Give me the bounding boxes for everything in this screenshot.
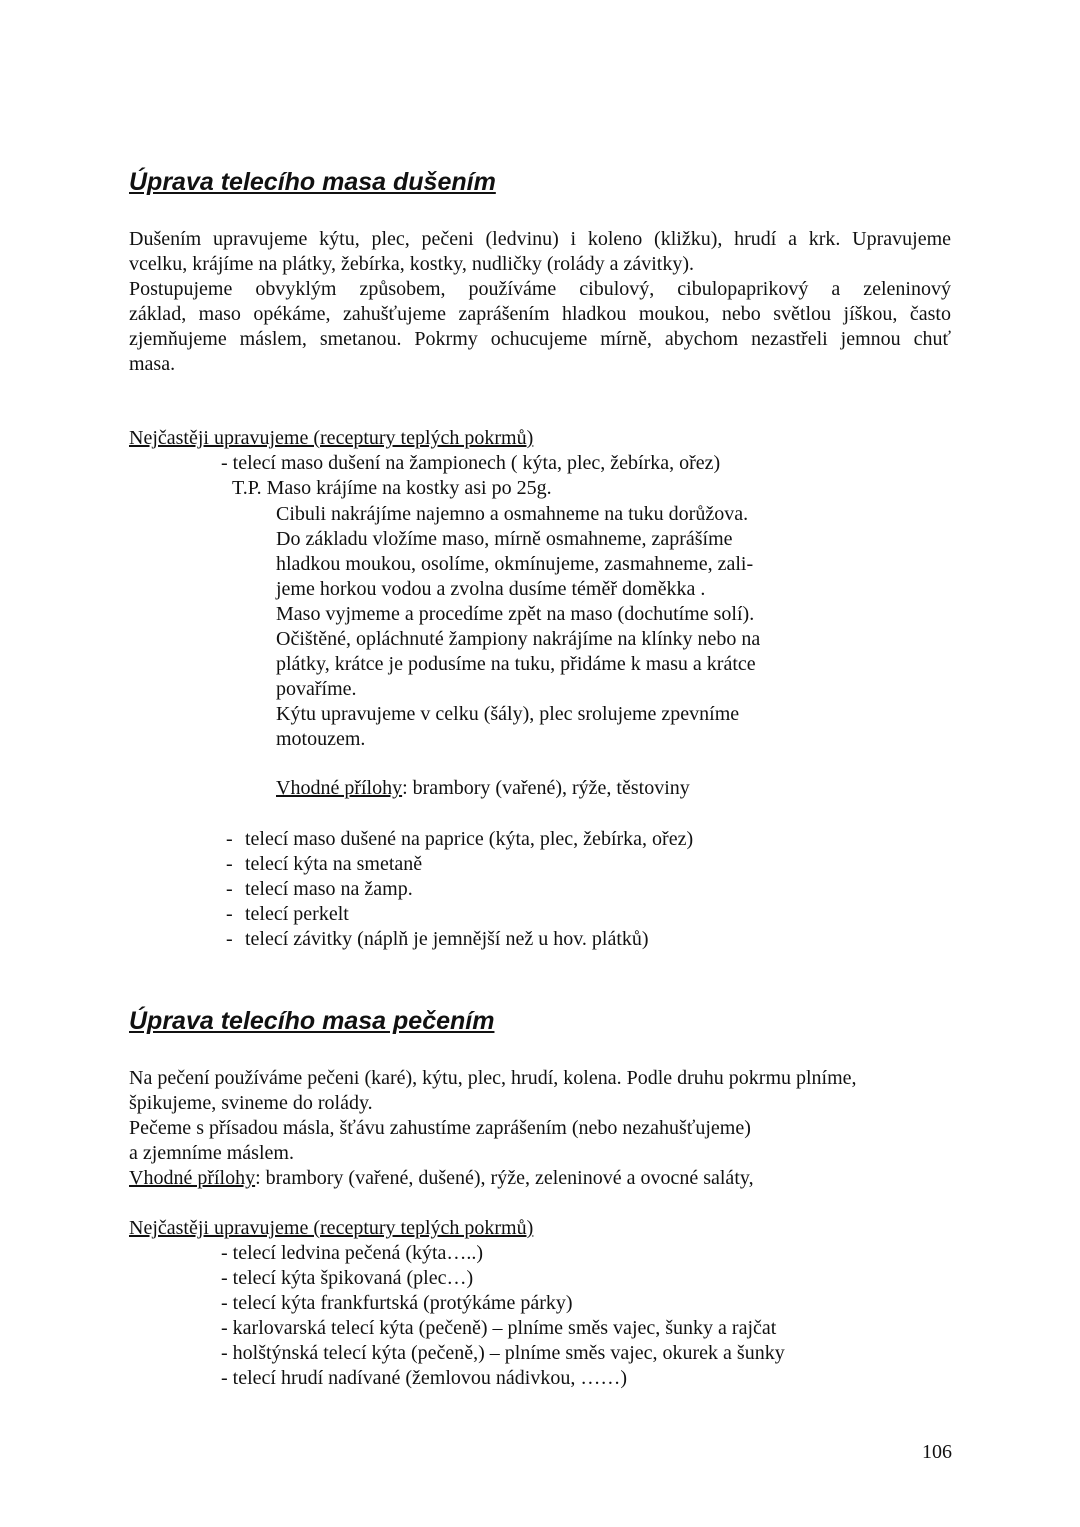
recipe-step: plátky, krátce je podusíme na tuku, přidáme k masu a krátce [276,653,756,675]
section2-sides [129,1166,754,1191]
roast-dish-item: - telecí hrudí nadívané (žemlovou nádivkou, ……) [221,1367,627,1389]
dish-item [226,877,413,902]
recipe-tp-line: T.P. Maso krájíme na kostky asi po 25g. [232,477,552,499]
section1-intro-line: Dušením upravujeme kýtu, plec, pečeni (ledvinu) i koleno (kližku), hrudí a krk. Upravujeme [129,228,951,250]
roast-dish-item: - telecí ledvina pečená (kýta…..) [221,1242,484,1264]
sides-label: Vhodné přílohy [129,1167,256,1189]
recipe-step: Maso vyjmeme a procedíme zpět na maso (dochutíme solí). [276,603,755,625]
recipe-step: motouzem. [276,728,366,750]
section2-intro-line: Pečeme s přísadou másla, šťávu zahustíme zaprášením (nebo nezahušťujeme) [129,1117,751,1139]
recipe-sides [276,776,690,801]
list-dash: - [226,878,233,900]
roast-dish-item: - telecí kýta frankfurtská (protýkáme párky) [221,1292,573,1314]
dish-item [226,927,649,952]
page-number: 106 [922,1441,952,1463]
section1-intro-line: základ, maso opékáme, zahušťujeme zaprášením hladkou moukou, nebo světlou jíškou, často [129,303,951,325]
sides-text: : brambory (vařené), rýže, těstoviny [402,777,690,799]
roast-dish-item: - karlovarská telecí kýta (pečeně) – plníme směs vajec, šunky a rajčat [221,1317,777,1339]
section2-list-heading: Nejčastěji upravujeme (receptury teplých pokrmů) [129,1217,534,1239]
section1-list-heading: Nejčastěji upravujeme (receptury teplých pokrmů) [129,427,534,449]
section1-intro-line: zjemňujeme máslem, smetanou. Pokrmy ochucujeme mírně, abychom nezastřeli jemnou chuť [129,328,951,350]
section2-intro-line: Na pečení používáme pečeni (karé), kýtu, plec, hrudí, kolena. Podle druhu pokrmu plníme, [129,1067,857,1089]
dish-text: telecí maso dušené na paprice (kýta, plec, žebírka, ořez) [245,828,694,850]
section1-title: Úprava telecího masa dušením [129,168,496,196]
dish-text: telecí perkelt [245,903,349,925]
dish-text: telecí závitky (náplň je jemnější než u hov. plátků) [245,928,649,950]
list-dash: - [226,853,233,875]
recipe-step: Do základu vložíme maso, mírně osmahneme, zaprášíme [276,528,733,550]
dish-text: telecí kýta na smetaně [245,853,423,875]
section1-intro-line: Postupujeme obvyklým způsobem, používáme cibulový, cibulopaprikový a zeleninový [129,278,951,300]
recipe-step: Cibuli nakrájíme najemno a osmahneme na tuku dorůžova. [276,503,749,525]
recipe-step: Očištěné, opláchnuté žampiony nakrájíme na klínky nebo na [276,628,761,650]
list-dash: - [226,928,233,950]
list-dash: - [226,828,233,850]
roast-dish-item: - telecí kýta špikovaná (plec…) [221,1267,474,1289]
recipe-step: hladkou moukou, osolíme, okmínujeme, zasmahneme, zali- [276,553,754,575]
section2-title: Úprava telecího masa pečením [129,1007,495,1035]
dish-item [226,852,423,877]
sides-text: : brambory (vařené, dušené), rýže, zeleninové a ovocné saláty, [255,1167,754,1189]
recipe-title: - telecí maso dušení na žampionech ( kýta, plec, žebírka, ořez) [221,452,721,474]
sides-label: Vhodné přílohy [276,777,403,799]
dish-item [226,827,694,852]
recipe-step: jeme horkou vodou a zvolna dusíme téměř doměkka . [276,578,706,600]
section1-intro-line: vcelku, krájíme na plátky, žebírka, kostky, nudličky (rolády a závitky). [129,253,694,275]
section2-intro-line: a zjemníme máslem. [129,1142,294,1164]
list-dash: - [226,903,233,925]
dish-item [226,902,349,927]
section1-intro-line: masa. [129,353,176,375]
dish-text: telecí maso na žamp. [245,878,413,900]
section2-intro-line: špikujeme, svineme do rolády. [129,1092,373,1114]
recipe-step: povaříme. [276,678,357,700]
roast-dish-item: - holštýnská telecí kýta (pečeně,) – plníme směs vajec, okurek a šunky [221,1342,785,1364]
recipe-step: Kýtu upravujeme v celku (šály), plec srolujeme zpevníme [276,703,740,725]
